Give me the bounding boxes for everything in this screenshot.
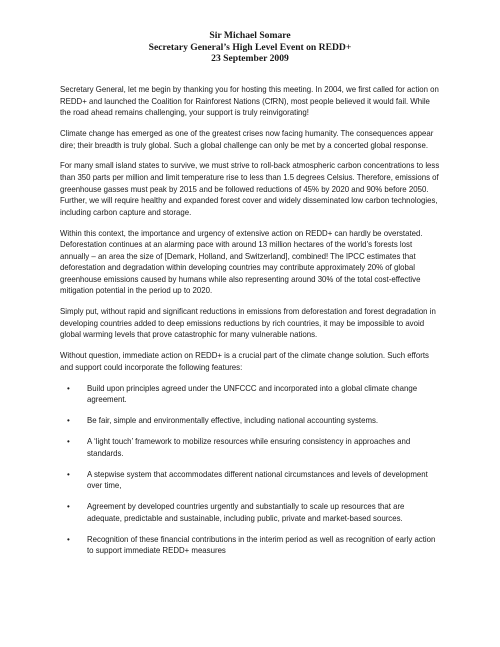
- paragraph-intro: Secretary General, let me begin by thanking you for hosting this meeting. In 2004, we first called for action on REDD+ and launched the Coalition for Rainforest Nations (CfRN), most people believed it would fail. While the road ahead remains challenging, your support is truly reinvigorating!: [60, 85, 439, 118]
- document-header: [0, 30, 500, 65]
- bullet-icon: •: [67, 437, 70, 447]
- paragraph-climate-crisis: Climate change has emerged as one of the greatest crises now facing humanity. The consequences appear dire; their breadth is truly global. Such a global challenge can only be met by a concerted global response.: [60, 128, 434, 150]
- speech-body: [60, 84, 441, 566]
- speaker-name: Sir Michael Somare: [209, 30, 291, 41]
- list-item: [60, 383, 441, 406]
- bullet-icon: •: [67, 416, 70, 426]
- list-item: [60, 501, 441, 524]
- list-item: [60, 415, 441, 427]
- paragraph-redd-urgency: Within this context, the importance and urgency of extensive action on REDD+ can hardly be overstated. Deforestation continues at an alarming pace with around 13 million hectares of the world’s forests lost annually – an area the size of [Demark, Holland, and Switzerland], combined! The IPCC estimates that deforestation and degradation within developing countries may contribute approximately 20% of global greenhouse emissions caused by humans while also representing around 30% of the total cost-effective mitigation potential in the period up to 2020.: [60, 228, 423, 296]
- list-item-text: A stepwise system that accommodates different national circumstances and levels of development over time,: [87, 469, 428, 491]
- list-item-text: Be fair, simple and environmentally effective, including national accounting systems.: [87, 416, 379, 426]
- list-item-text: A ‘light touch’ framework to mobilize resources while ensuring consistency in approaches and standards.: [87, 437, 411, 458]
- event-title: Secretary General’s High Level Event on REDD+: [148, 41, 352, 53]
- features-list: [60, 383, 441, 557]
- event-date: 23 September 2009: [211, 53, 289, 64]
- paragraph-emission-reductions: Simply put, without rapid and significant reductions in emissions from deforestation and forest degradation in developing countries added to deep emissions reductions by rich countries, it may be impossible to avoid global warming levels that prove catastrophic for many vulnerable nations.: [60, 307, 436, 340]
- bullet-icon: •: [67, 534, 70, 544]
- paragraph-small-island-states: For many small island states to survive, we must strive to roll-back atmospheric carbon concentrations to less than 350 parts per million and limit temperature rise to less than 1.5 degrees Celsius. Therefore, emissions of greenhouse gasses must peak by 2015 and be followed reductions of 45% by 2020 and 90% before 2050. Further, we will require healthy and expanded forest cover and widely disseminated low carbon technologies, including carbon capture and storage.: [60, 161, 440, 217]
- list-item: [60, 534, 441, 557]
- list-item: [60, 436, 441, 459]
- paragraph-features-intro: Without question, immediate action on REDD+ is a crucial part of the climate change solution. Such efforts and support could incorporate the following features:: [60, 351, 429, 372]
- bullet-icon: •: [67, 469, 70, 479]
- bullet-icon: •: [67, 383, 70, 393]
- bullet-icon: •: [67, 502, 70, 512]
- list-item-text: Build upon principles agreed under the UNFCCC and incorporated into a global climate change agreement.: [87, 383, 418, 405]
- list-item: [60, 469, 441, 492]
- list-item-text: Agreement by developed countries urgently and substantially to scale up resources that are adequate, predictable and sustainable, including public, private and market-based sources.: [87, 502, 405, 523]
- list-item-text: Recognition of these financial contributions in the interim period as well as recognition of early action to support immediate REDD+ measures: [87, 534, 436, 556]
